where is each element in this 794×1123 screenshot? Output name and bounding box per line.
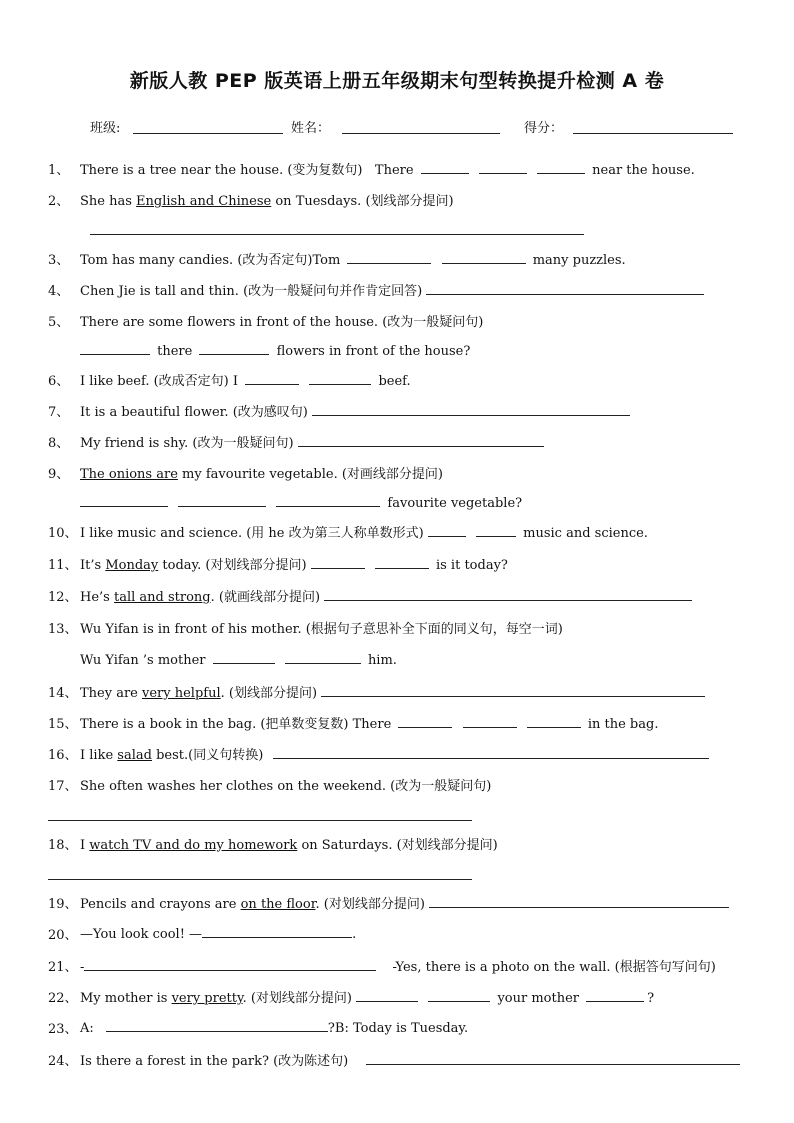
- question-number: 11、: [48, 558, 78, 573]
- answer-line[interactable]: [90, 234, 584, 235]
- question-3: [0, 249, 794, 273]
- question-number: 21、: [48, 960, 78, 975]
- question-text: on Tuesdays. (划线部分提问): [275, 194, 454, 209]
- answer-blank[interactable]: [84, 957, 376, 971]
- answer-blank[interactable]: [476, 523, 516, 537]
- answer-blank[interactable]: [366, 1051, 740, 1065]
- answer-blank[interactable]: [178, 493, 266, 507]
- question-number: 17、: [48, 779, 78, 794]
- question-13: [0, 618, 794, 642]
- answer-blank[interactable]: [421, 160, 469, 174]
- answer-blank[interactable]: [428, 988, 490, 1002]
- question-text: . (对划线部分提问): [242, 991, 353, 1006]
- question-number: 22、: [48, 991, 78, 1006]
- answer-blank[interactable]: [324, 587, 692, 601]
- answer-blank[interactable]: [298, 433, 544, 447]
- question-number: 19、: [48, 897, 78, 912]
- question-text: There: [374, 163, 414, 178]
- answer-blank[interactable]: [199, 341, 269, 355]
- underlined-text: The onions are: [80, 467, 178, 482]
- question-11: [0, 554, 794, 578]
- question-16: [0, 744, 794, 768]
- question-text: I like: [80, 748, 114, 763]
- question-text: favourite vegetable?: [387, 496, 523, 511]
- question-text: . (划线部分提问): [220, 686, 318, 701]
- question-23: [0, 1018, 794, 1042]
- answer-blank[interactable]: [106, 1018, 328, 1032]
- question-number: 6、: [48, 374, 70, 389]
- question-text: beef.: [378, 374, 411, 389]
- question-1: [0, 159, 794, 183]
- question-text: It’s: [80, 558, 102, 573]
- answer-blank[interactable]: [428, 523, 466, 537]
- question-text: Wu Yifan ’s mother: [80, 653, 206, 668]
- question-14: [0, 682, 794, 706]
- answer-blank[interactable]: [375, 555, 429, 569]
- question-text: I like music and science. (用 he 改为第三人称单数形式): [80, 526, 424, 541]
- name-label: 姓名：: [291, 121, 331, 136]
- question-text: Chen Jie is tall and thin. (改为一般疑问句并作肯定回答): [80, 284, 423, 299]
- question-19: [0, 893, 794, 917]
- question-number: 23、: [48, 1022, 78, 1037]
- class-field[interactable]: [133, 133, 283, 134]
- answer-blank[interactable]: [442, 250, 526, 264]
- question-text: She has: [80, 194, 132, 209]
- underlined-text: Monday: [105, 558, 159, 573]
- answer-blank[interactable]: [429, 894, 729, 908]
- answer-blank[interactable]: [312, 402, 630, 416]
- answer-blank[interactable]: [426, 281, 704, 295]
- answer-blank[interactable]: [311, 555, 365, 569]
- question-text: There is a book in the bag. (把单数变复数) There: [80, 717, 392, 732]
- answer-blank[interactable]: [586, 988, 644, 1002]
- underlined-text: tall and strong: [113, 590, 211, 605]
- answer-blank[interactable]: [80, 341, 150, 355]
- answer-line[interactable]: [48, 820, 472, 821]
- answer-blank[interactable]: [309, 371, 371, 385]
- question-text: my favourite vegetable. (对画线部分提问): [182, 467, 443, 482]
- question-text: -: [80, 960, 85, 975]
- question-17: [0, 775, 794, 799]
- question-9-fill: [80, 493, 522, 511]
- question-8: [0, 432, 794, 456]
- underlined-text: watch TV and do my homework: [89, 838, 298, 853]
- question-number: 4、: [48, 284, 70, 299]
- page-title: 新版人教 PEP 版英语上册五年级期末句型转换提升检测 A 卷: [129, 70, 665, 92]
- answer-blank[interactable]: [463, 714, 517, 728]
- question-text: . (对划线部分提问): [315, 897, 425, 912]
- question-text: There are some flowers in front of the house. (改为一般疑问句): [80, 315, 484, 330]
- question-number: 16、: [48, 748, 78, 763]
- question-number: 10、: [48, 526, 78, 541]
- question-number: 3、: [48, 253, 70, 268]
- question-9: [0, 463, 794, 487]
- question-2: [0, 190, 794, 214]
- question-number: 18、: [48, 838, 78, 853]
- question-text: Pencils and crayons are: [80, 897, 237, 912]
- question-number: 1、: [48, 163, 70, 178]
- question-text: best.(同义句转换): [156, 748, 264, 763]
- score-field[interactable]: [573, 133, 733, 134]
- underlined-text: very pretty: [171, 991, 243, 1006]
- question-7: [0, 401, 794, 425]
- answer-line[interactable]: [48, 879, 472, 880]
- question-text: . (就画线部分提问): [210, 590, 321, 605]
- question-text: A:: [80, 1021, 94, 1036]
- answer-blank[interactable]: [273, 745, 709, 759]
- answer-blank[interactable]: [479, 160, 527, 174]
- question-number: 9、: [48, 467, 70, 482]
- question-6: [0, 370, 794, 394]
- answer-blank[interactable]: [213, 650, 275, 664]
- question-text: It is a beautiful flower. (改为感叹句): [80, 405, 308, 420]
- question-text: on Saturdays. (对划线部分提问): [301, 838, 498, 853]
- question-22: [0, 987, 794, 1011]
- question-text: I like beef. (改成否定句) I: [80, 374, 239, 389]
- question-text: He’s: [80, 590, 110, 605]
- underlined-text: very helpful: [142, 686, 221, 701]
- name-field[interactable]: [342, 133, 500, 134]
- question-15: [0, 713, 794, 737]
- question-text: today. (对划线部分提问): [162, 558, 307, 573]
- question-text: They are: [80, 686, 138, 701]
- answer-blank[interactable]: [347, 250, 431, 264]
- question-24: [0, 1050, 794, 1074]
- question-number: 7、: [48, 405, 70, 420]
- question-text: in the bag.: [587, 717, 659, 732]
- question-text: many puzzles.: [532, 253, 626, 268]
- answer-blank[interactable]: [276, 493, 380, 507]
- answer-blank[interactable]: [321, 683, 705, 697]
- answer-blank[interactable]: [398, 714, 452, 728]
- underlined-text: English and Chinese: [136, 194, 272, 209]
- question-text: ?: [647, 991, 655, 1006]
- question-text: ?B: Today is Tuesday.: [327, 1021, 469, 1036]
- question-number: 2、: [48, 194, 70, 209]
- question-text: My mother is: [80, 991, 168, 1006]
- question-number: 20、: [48, 928, 78, 943]
- question-13-fill: [80, 650, 397, 668]
- answer-blank[interactable]: [356, 988, 418, 1002]
- answer-blank[interactable]: [80, 493, 168, 507]
- answer-blank[interactable]: [537, 160, 585, 174]
- question-number: 8、: [48, 436, 70, 451]
- question-text: Is there a forest in the park? (改为陈述句): [80, 1054, 349, 1069]
- question-number: 24、: [48, 1054, 78, 1069]
- question-18: [0, 834, 794, 858]
- question-10: [0, 522, 794, 546]
- question-text: Tom has many candies. (改为否定句)Tom: [80, 253, 341, 268]
- question-20: [0, 924, 794, 948]
- question-text: near the house.: [592, 163, 695, 178]
- class-label: 班级:: [90, 121, 121, 136]
- question-text: —You look cool! —: [80, 927, 203, 942]
- question-text: music and science.: [523, 526, 648, 541]
- question-number: 13、: [48, 622, 78, 637]
- question-text: Wu Yifan is in front of his mother. (根据句子意思补全下面的同义句，每空一词): [80, 622, 563, 637]
- question-text: flowers in front of the house?: [276, 344, 471, 359]
- answer-blank[interactable]: [285, 650, 361, 664]
- answer-blank[interactable]: [245, 371, 299, 385]
- question-21: [0, 956, 794, 980]
- question-text: is it today?: [435, 558, 508, 573]
- underlined-text: on the floor: [240, 897, 316, 912]
- question-4: [0, 280, 794, 304]
- underlined-text: salad: [117, 748, 152, 763]
- question-12: [0, 586, 794, 610]
- question-5-fill: [80, 341, 470, 359]
- question-number: 15、: [48, 717, 78, 732]
- question-number: 12、: [48, 590, 78, 605]
- question-text: .: [352, 927, 357, 942]
- question-number: 14、: [48, 686, 78, 701]
- answer-blank[interactable]: [202, 924, 352, 938]
- question-text: There is a tree near the house. (变为复数句): [80, 163, 363, 178]
- score-label: 得分：: [524, 121, 564, 136]
- question-5: [0, 311, 794, 335]
- question-number: 5、: [48, 315, 70, 330]
- question-text: him.: [367, 653, 397, 668]
- question-text: My friend is shy. (改为一般疑问句): [80, 436, 294, 451]
- question-text: She often washes her clothes on the weekend. (改为一般疑问句): [80, 779, 492, 794]
- question-text: your mother: [497, 991, 579, 1006]
- answer-blank[interactable]: [527, 714, 581, 728]
- question-text: I: [80, 838, 86, 853]
- question-text: there: [157, 344, 193, 359]
- question-text: -Yes, there is a photo on the wall. (根据答句写问句): [392, 960, 716, 975]
